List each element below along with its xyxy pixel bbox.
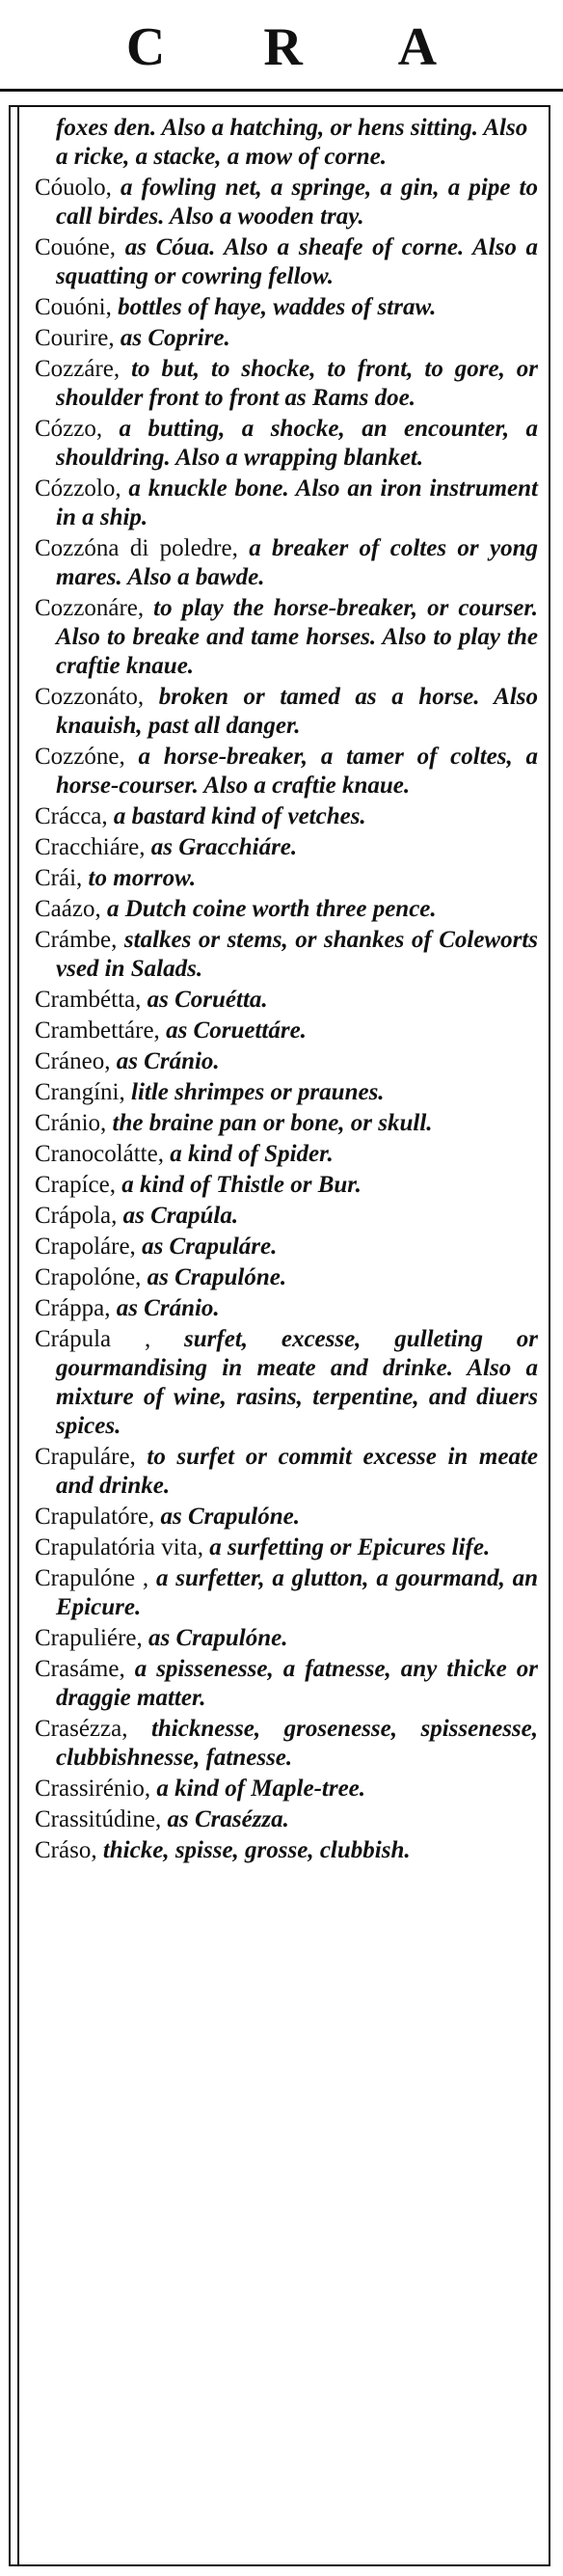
running-head: C R A: [125, 17, 480, 77]
entry-definition: a kind of Maple-tree.: [150, 1776, 366, 1802]
entry-definition: as Crapulóne.: [154, 1504, 300, 1530]
entry-headword: Couóni,: [35, 294, 112, 320]
entry-definition: to surfet or commit excesse in meate and drinke.: [56, 1444, 538, 1499]
dictionary-entry: [35, 1715, 538, 1773]
entry-headword: Crácca,: [35, 803, 108, 829]
header-rule: [0, 89, 563, 92]
entry-definition: as Cránio.: [110, 1048, 220, 1074]
entry-headword: Crasézza,: [35, 1716, 128, 1742]
entry-headword: Crapulatóre,: [35, 1504, 155, 1530]
entry-definition: a Dutch coine worth three pence.: [100, 896, 437, 922]
entry-headword: Crái,: [35, 865, 83, 891]
dictionary-entry: [35, 986, 538, 1015]
dictionary-entry: [35, 1533, 538, 1562]
entry-headword: Crapoláre,: [35, 1234, 136, 1260]
dictionary-entry: [35, 1140, 538, 1169]
entry-headword: Crasáme,: [35, 1656, 125, 1682]
dictionary-entry: [35, 1624, 538, 1653]
entry-definition: as Crapúla.: [117, 1203, 239, 1229]
entry-definition: a kind of Thistle or Bur.: [115, 1172, 362, 1198]
dictionary-entry: [35, 415, 538, 473]
entry-headword: Cóuolo,: [35, 175, 112, 201]
entry-headword: Crambettáre,: [35, 1017, 160, 1044]
entry-definition: to play the horse-breaker, or courser. Also to breake and tame horses. Also to play the craftie knaue.: [56, 595, 538, 679]
dictionary-entry: [35, 293, 538, 322]
entry-definition: as Coprire.: [114, 325, 230, 351]
entry-definition: as Crasézza.: [161, 1806, 289, 1832]
entry-headword: Cráppa,: [35, 1295, 111, 1321]
entry-definition: stalkes or stems, or shankes of Coleworts vsed in Salads.: [56, 927, 538, 982]
dictionary-entry: [35, 1775, 538, 1803]
dictionary-entry: [35, 1294, 538, 1323]
dictionary-entry: [35, 1836, 538, 1865]
entry-headword: Crapuliére,: [35, 1625, 143, 1651]
entry-definition: a surfetting or Epicures life.: [202, 1534, 491, 1560]
entry-definition: a surfetter, a glutton, a gourmand, an Epicure.: [56, 1565, 539, 1620]
entry-headword: Cracchiáre,: [35, 834, 146, 860]
entry-headword: Couóne,: [35, 234, 117, 260]
entry-definition: as Coruettáre.: [159, 1017, 307, 1044]
dictionary-entry: [35, 1325, 538, 1441]
entry-definition: litle shrimpes or praunes.: [124, 1079, 385, 1105]
entry-headword: Cozzonáto,: [35, 684, 145, 710]
entry-definition: as Cránio.: [110, 1295, 220, 1321]
dictionary-entry: [35, 1655, 538, 1713]
entry-headword: Courire,: [35, 325, 115, 351]
entry-headword: Crapolóne,: [35, 1264, 142, 1290]
dictionary-entry: [35, 1017, 538, 1045]
dictionary-entry: [35, 1503, 538, 1532]
entry-definition: broken or tamed as a horse. Also knauish, past all danger.: [56, 684, 538, 739]
dictionary-entry: [35, 683, 538, 741]
dictionary-entry: [35, 1171, 538, 1200]
entry-headword: Crambétta,: [35, 987, 142, 1013]
entry-headword: Crangíni,: [35, 1079, 125, 1105]
dictionary-entry: [35, 1202, 538, 1231]
entry-definition: a breaker of coltes or yong mares. Also a bawde.: [56, 535, 538, 590]
entry-headword: Crapulóne ,: [35, 1565, 149, 1591]
dictionary-entry: [35, 1263, 538, 1292]
entry-headword: Cráneo,: [35, 1048, 111, 1074]
dictionary-entry: [35, 233, 538, 291]
dictionary-entry: [35, 1233, 538, 1261]
entry-definition: the braine pan or bone, or skull.: [106, 1110, 433, 1136]
entry-headword: Crámbe,: [35, 927, 118, 953]
entry-definition: as Crapuláre.: [135, 1234, 278, 1260]
dictionary-entry: [35, 743, 538, 800]
dictionary-entry: [35, 1109, 538, 1138]
entry-headword: Crápula ,: [35, 1326, 151, 1352]
entry-definition: a horse-breaker, a tamer of coltes, a horse-courser. Also a craftie knaue.: [56, 744, 538, 799]
entry-definition: a kind of Spider.: [163, 1141, 334, 1167]
entry-definition: to but, to shocke, to front, to gore, or shoulder front to front as Rams doe.: [56, 356, 538, 411]
continuation-text: foxes den. Also a hatching, or hens sitting. Also a ricke, a stacke, a mow of corne.: [56, 115, 528, 170]
entry-definition: as Cóua. Also a sheafe of corne. Also a squatting or cowring fellow.: [56, 234, 538, 289]
column-rule: [17, 107, 19, 2564]
dictionary-entry: [35, 802, 538, 831]
entry-definition: as Gracchiáre.: [145, 834, 298, 860]
entry-headword: Crápola,: [35, 1203, 118, 1229]
dictionary-entry: [35, 926, 538, 984]
entry-definition: a fowling net, a springe, a gin, a pipe to call birdes. Also a wooden tray.: [56, 175, 538, 230]
entry-headword: Cózzo,: [35, 416, 103, 442]
dictionary-entry: [35, 1443, 538, 1501]
entry-headword: Cránio,: [35, 1110, 107, 1136]
dictionary-entry: [35, 324, 538, 353]
entry-definition: bottles of haye, waddes of straw.: [111, 294, 437, 320]
entry-definition: as Coruétta.: [141, 987, 268, 1013]
dictionary-entry: [35, 174, 538, 231]
entry-list: [35, 114, 538, 1867]
dictionary-entry: [35, 475, 538, 532]
entry-definition: to morrow.: [82, 865, 197, 891]
dictionary-entry: [35, 355, 538, 413]
dictionary-entry: [35, 833, 538, 862]
entry-definition: a bastard kind of vetches.: [107, 803, 366, 829]
entry-definition: as Crapulóne.: [141, 1264, 287, 1290]
entry-headword: Cozzonáre,: [35, 595, 145, 621]
entry-definition: a spissenesse, a fatnesse, any thicke or draggie matter.: [56, 1656, 538, 1711]
dictionary-entry: [35, 864, 538, 893]
entry-headword: Crassitúdine,: [35, 1806, 162, 1832]
entry-headword: Cozzáre,: [35, 356, 121, 382]
entry-definition: a butting, a shocke, an encounter, a shouldring. Also a wrapping blanket.: [56, 416, 538, 471]
entry-headword: Cráso,: [35, 1837, 97, 1863]
entry-definition: as Crapulóne.: [142, 1625, 288, 1651]
entry-headword: Crassirénio,: [35, 1776, 151, 1802]
entry-headword: Caázo,: [35, 896, 101, 922]
entry-headword: Cozzóna di poledre,: [35, 535, 238, 561]
entry-headword: Cranocolátte,: [35, 1141, 164, 1167]
entry-headword: Crapulatória vita,: [35, 1534, 203, 1560]
entry-definition: a knuckle bone. Also an iron instrument in a ship.: [56, 475, 538, 530]
dictionary-entry: [35, 1047, 538, 1076]
entry-headword: Crapíce,: [35, 1172, 116, 1198]
dictionary-entry: [35, 1078, 538, 1107]
entry-headword: Cózzolo,: [35, 475, 121, 502]
entry-definition: thicke, spisse, grosse, clubbish.: [96, 1837, 411, 1863]
dictionary-entry: [35, 1564, 538, 1622]
entry-headword: Crapuláre,: [35, 1444, 136, 1470]
entry-headword: Cozzóne,: [35, 744, 125, 770]
dictionary-entry: [35, 534, 538, 592]
dictionary-entry: [35, 594, 538, 681]
entry-definition: thicknesse, grosenesse, spissenesse, clubbishnesse, fatnesse.: [56, 1716, 538, 1771]
entry-definition: surfet, excesse, gulleting or gourmandising in meate and drinke. Also a mixture of wine, rasins, terpentine, and diuers spices.: [56, 1326, 538, 1439]
dictionary-entry: [35, 895, 538, 924]
dictionary-entry: [35, 1805, 538, 1834]
page-header: [0, 0, 563, 98]
